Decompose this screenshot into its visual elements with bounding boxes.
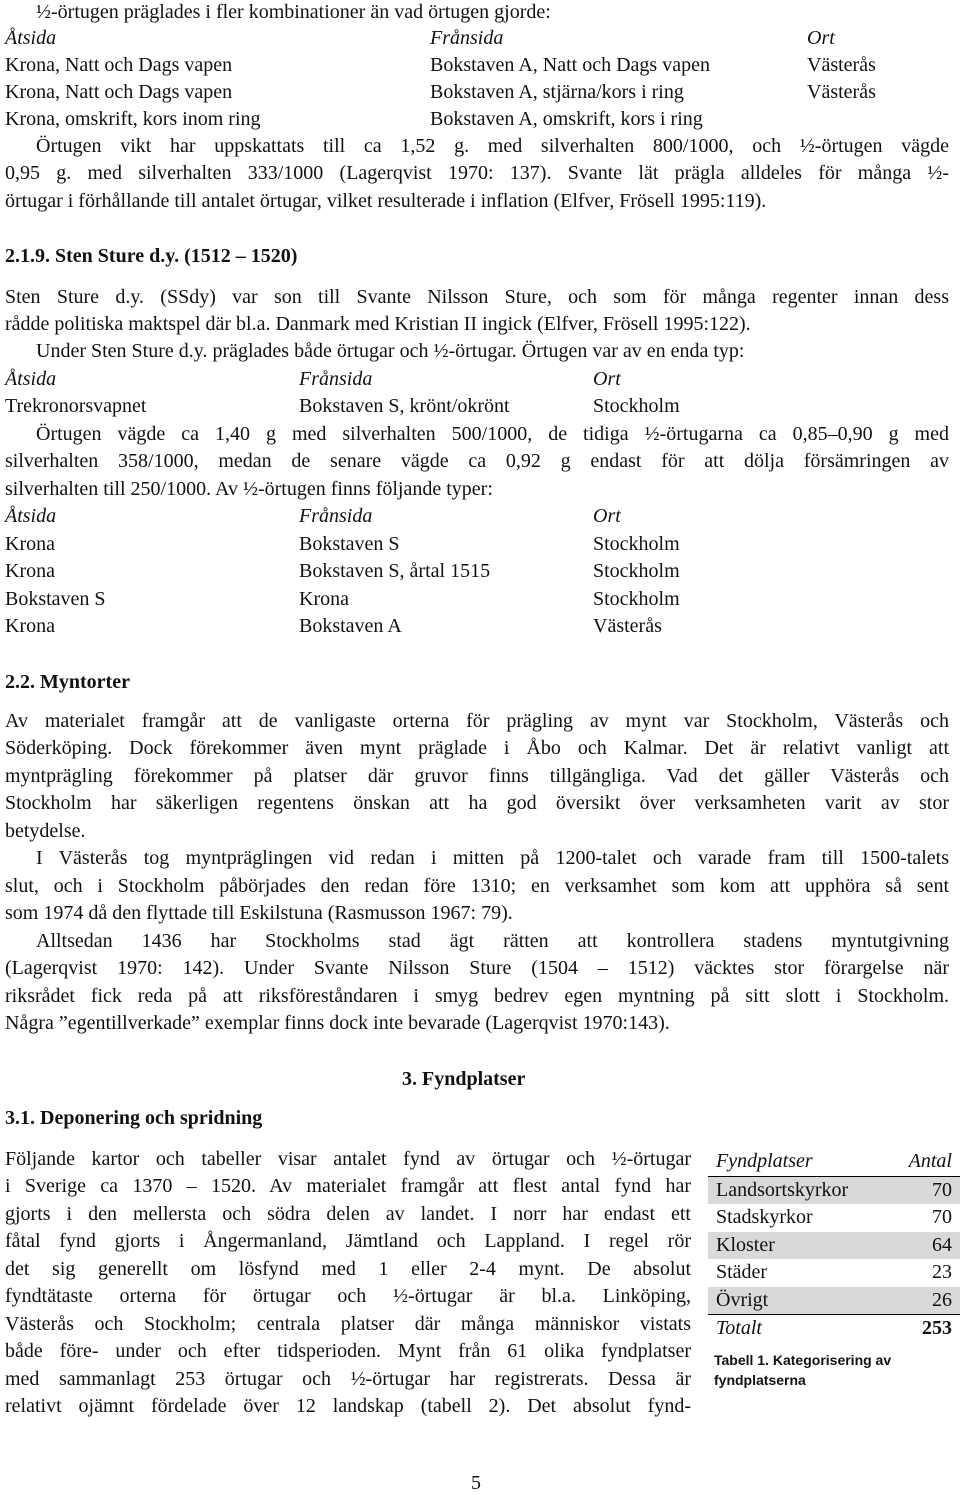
table-row [0, 615, 960, 641]
cell-fransida: Bokstaven A, omskrift, kors i ring [430, 108, 703, 130]
header-ort: Ort [593, 368, 621, 390]
paragraph-line: (Lagerqvist 1970: 142). Under Svante Nilsson Sture (1504 – 1512) väcktes stor förargelse när [5, 957, 949, 979]
header-ort: Ort [807, 27, 835, 49]
table-header-row [708, 1148, 960, 1176]
cell-ort: Stockholm [593, 533, 680, 555]
paragraph-line: i Sverige ca 1370 – 1520. Av materialet framgår att flest antal fynd har [5, 1175, 691, 1197]
table-row [0, 395, 960, 421]
cell-ort: Stockholm [593, 560, 680, 582]
paragraph-line: Av materialet framgår att de vanligaste orterna för prägling av mynt var Stockholm, Västerås och [5, 710, 949, 732]
paragraph-line: relativt ojämnt fördelade över 12 landskap (tabell 2). Det absolut fynd- [5, 1395, 691, 1417]
header-fransida: Frånsida [299, 505, 373, 527]
cell-fransida: Bokstaven A, Natt och Dags vapen [430, 54, 710, 76]
paragraph-line: det sig generellt om lösfynd med 1 eller 2-4 mynt. De absolut [5, 1258, 691, 1280]
header-ort: Ort [593, 505, 621, 527]
cell-category: Stadskyrkor [716, 1206, 813, 1228]
paragraph-line: både före- under och efter tidsperioden. Mynt från 61 olika fyndplatser [5, 1340, 691, 1362]
paragraph-line: Sten Sture d.y. (SSdy) var son till Svante Nilsson Sture, och som för många regenter innan dess [5, 286, 949, 308]
cell-atsida: Krona, Natt och Dags vapen [5, 54, 233, 76]
paragraph-line: örtugar i förhållande till antalet örtugar, vilket resulterade i inflation (Elfver, Frösell 1995:119). [5, 190, 767, 212]
paragraph-line: Under Sten Sture d.y. präglades både örtugar och ½-örtugar. Örtugen var av en enda typ: [36, 340, 745, 362]
intro-line: ½-örtugen präglades i fler kombinationer än vad örtugen gjorde: [36, 1, 551, 23]
paragraph-line: rådde politiska maktspel där bl.a. Danmark med Kristian II ingick (Elfver, Frösell 1995:122). [5, 313, 751, 335]
header-fransida: Frånsida [299, 368, 373, 390]
paragraph-line: silverhalten 358/1000, medan de senare vägde ca 0,92 g endast för att dölja försämringen av [5, 450, 949, 472]
header-atsida: Åtsida [5, 368, 57, 390]
paragraph-line: Några ”egentillverkade” exemplar finns dock inte bevarade (Lagerqvist 1970:143). [5, 1012, 670, 1034]
cell-atsida: Krona [5, 533, 55, 555]
cell-atsida: Krona [5, 615, 55, 637]
table-row [0, 81, 960, 107]
cell-category: Städer [716, 1261, 768, 1283]
paragraph-line: med sammanlagt 253 örtugar och ½-örtugar har registrerats. Dessa är [5, 1368, 691, 1390]
paragraph-line: fyndtätaste orterna för örtugar och ½-örtugar är bl.a. Linköping, [5, 1285, 691, 1307]
table-row [0, 588, 960, 614]
cell-fransida: Bokstaven S, krönt/okrönt [299, 395, 510, 417]
table-header-row [0, 368, 960, 394]
paragraph-line: Örtugen vikt har uppskattats till ca 1,52 g. med silverhalten 800/1000, och ½-örtugen vägde [36, 135, 949, 157]
cell-count: 23 [932, 1261, 952, 1283]
section-heading-3: 3. Fyndplatser [402, 1068, 526, 1090]
paragraph-line: silverhalten till 250/1000. Av ½-örtugen finns följande typer: [5, 478, 493, 500]
table-row [0, 108, 960, 134]
cell-atsida: Bokstaven S [5, 588, 106, 610]
cell-ort: Västerås [807, 54, 876, 76]
table-row [708, 1232, 960, 1260]
paragraph-line: gjorts i den mellersta och södra delen av landet. I norr har endast ett [5, 1203, 691, 1225]
table-row [708, 1287, 960, 1315]
table-row [0, 54, 960, 80]
cell-atsida: Krona, Natt och Dags vapen [5, 81, 233, 103]
table-row [708, 1204, 960, 1232]
header-atsida: Åtsida [5, 27, 57, 49]
header-atsida: Åtsida [5, 505, 57, 527]
table-caption: Tabell 1. Kategorisering av fyndplatserna [714, 1352, 892, 1388]
paragraph-line: Söderköping. Dock förekommer även mynt präglade i Åbo och Kalmar. Det är relativt vanligt att [5, 737, 949, 759]
paragraph-line: betydelse. [5, 820, 86, 842]
paragraph-line: I Västerås tog myntpräglingen vid redan i mitten på 1200-talet och varade fram till 1500-talets [36, 847, 949, 869]
cell-atsida: Trekronorsvapnet [5, 395, 147, 417]
paragraph-line: 0,95 g. med silverhalten 333/1000 (Lagerqvist 1970: 137). Svante lät prägla alldeles för många ½- [5, 162, 949, 184]
cell-ort: Stockholm [593, 395, 680, 417]
cell-count: 64 [888, 1232, 960, 1260]
cell-total-count: 253 [888, 1315, 960, 1343]
cell-fransida: Bokstaven S, årtal 1515 [299, 560, 491, 582]
cell-category: Kloster [708, 1232, 888, 1260]
section-heading-22: 2.2. Myntorter [5, 671, 130, 693]
cell-category: Landsortskyrkor [708, 1176, 888, 1204]
header-fyndplatser: Fyndplatser [708, 1148, 888, 1176]
paragraph-line: Följande kartor och tabeller visar antalet fynd av örtugar och ½-örtugar [5, 1148, 691, 1170]
fyndplatser-table [708, 1148, 960, 1343]
paragraph-line: Alltsedan 1436 har Stockholms stad ägt rätten att kontrollera stadens myntutgivning [36, 930, 949, 952]
cell-fransida: Bokstaven S [299, 533, 400, 555]
section-heading-219: 2.1.9. Sten Sture d.y. (1512 – 1520) [5, 245, 298, 267]
cell-total-label: Totalt [708, 1315, 888, 1343]
paragraph-line: Örtugen vägde ca 1,40 g med silverhalten 500/1000, de tidiga ½-örtugarna ca 0,85–0,90 g med [36, 423, 949, 445]
cell-count: 70 [888, 1176, 960, 1204]
table-row [708, 1176, 960, 1204]
cell-atsida: Krona [5, 560, 55, 582]
cell-ort: Stockholm [593, 588, 680, 610]
paragraph-line: Stockholm har säkerligen regentens önskan att ha god översikt över verksamheten varit av stor [5, 792, 949, 814]
cell-fransida: Krona [299, 588, 349, 610]
paragraph-line: riksrådet fick reda på att riksföreståndaren i smyg bedrev egen myntning på sitt slott i Stockholm. [5, 985, 949, 1007]
table-total-row [708, 1315, 960, 1343]
page-number: 5 [471, 1472, 481, 1494]
paragraph-line: myntprägling förekommer på platser där gruvor finns tillgängliga. Vad det gäller Västerås och [5, 765, 949, 787]
cell-ort: Västerås [593, 615, 662, 637]
cell-category: Övrigt [708, 1287, 888, 1315]
header-antal: Antal [888, 1148, 960, 1176]
paragraph-line: som 1974 då den flyttade till Eskilstuna (Rasmusson 1967: 79). [5, 902, 513, 924]
header-fransida: Frånsida [430, 27, 504, 49]
cell-atsida: Krona, omskrift, kors inom ring [5, 108, 261, 130]
table-row [708, 1259, 960, 1287]
table-header-row [0, 505, 960, 531]
cell-ort: Västerås [807, 81, 876, 103]
cell-count: 70 [932, 1206, 952, 1228]
section-heading-31: 3.1. Deponering och spridning [5, 1107, 263, 1129]
cell-count: 26 [888, 1287, 960, 1315]
paragraph-line: fåtal fynd gjorts i Ångermanland, Jämtland och Lappland. I regel rör [5, 1230, 691, 1252]
table-header-row [0, 27, 960, 53]
table-row [0, 533, 960, 559]
paragraph-line: slut, och i Stockholm påbörjades den redan före 1310; en verksamhet som kom att upphöra så sent [5, 875, 949, 897]
cell-fransida: Bokstaven A, stjärna/kors i ring [430, 81, 684, 103]
paragraph-line: Västerås och Stockholm; centrala platser där många människor vistats [5, 1313, 691, 1335]
cell-fransida: Bokstaven A [299, 615, 402, 637]
table-row [0, 560, 960, 586]
